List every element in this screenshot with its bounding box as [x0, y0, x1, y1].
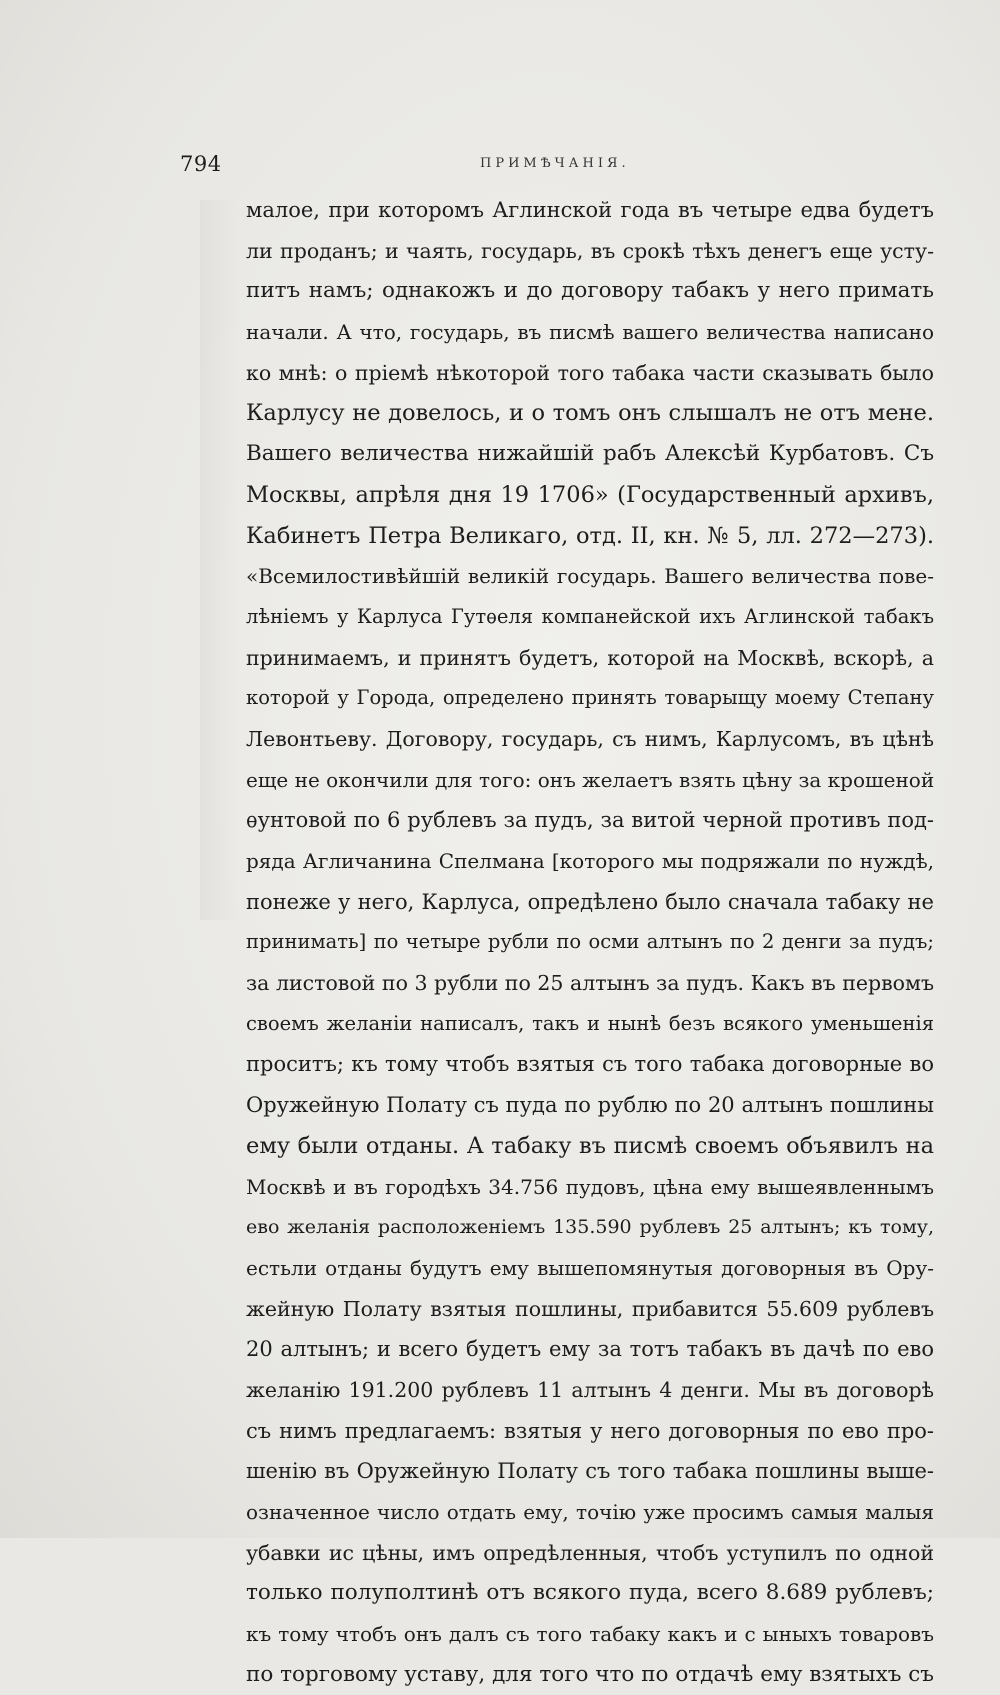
text-line: малое, при которомъ Аглинской года въ четыре едва будетъ	[246, 198, 934, 222]
show-through-shadow	[200, 200, 240, 920]
text-line: жейную Полату взятыя пошлины, прибавится 55.609 рублевъ	[246, 1296, 934, 1321]
text-line: принимаемъ, и принятъ будетъ, которой на Москвѣ, вскорѣ, а	[246, 645, 934, 670]
text-line: желанію 191.200 рублевъ 11 алтынъ 4 денги. Мы въ договорѣ	[246, 1377, 934, 1402]
text-line: шенію въ Оружейную Полату съ того табака пошлины выше-	[246, 1459, 934, 1484]
text-line: Карлусу не довелось, и о томъ онъ слышалъ не отъ мене.	[246, 400, 934, 427]
body-text	[246, 190, 934, 1695]
running-head-title: ПРИМѢЧАНІЯ.	[480, 156, 630, 171]
text-line: ему были отданы. А табаку въ писмѣ своемъ объявилъ на	[246, 1132, 934, 1159]
text-line: съ нимъ предлагаемъ: взятыя у него договорныя по ево про-	[246, 1418, 934, 1443]
text-line: питъ намъ; однакожъ и до договору табакъ у него примать	[246, 278, 934, 304]
text-line: ряда Агличанина Спелмана [которого мы подряжали по нуждѣ,	[246, 849, 934, 873]
text-line: естьли отданы будутъ ему вышепомянутыя договорныя въ Ору-	[246, 1255, 934, 1280]
page-number: 794	[180, 152, 222, 176]
text-line: Москвы, апрѣля дня 19 1706» (Государственный архивъ,	[246, 481, 934, 508]
running-head	[180, 152, 940, 182]
text-line: только полуполтинѣ отъ всякого пуда, всего 8.689 рублевъ;	[246, 1580, 934, 1606]
text-line: еще не окончили для того: онъ желаетъ взять цѣну за крошеной	[246, 767, 934, 792]
text-line: которой у Города, определено принять товарыщу моему Степану	[246, 686, 934, 710]
text-line: 20 алтынъ; и всего будетъ ему за тотъ табакъ въ дачѣ по ево	[246, 1337, 934, 1362]
text-line: Кабинетъ Петра Великаго, отд. II, кн. № 5, лл. 272—273).	[246, 522, 934, 549]
text-line: Москвѣ и въ городѣхъ 34.756 пудовъ, цѣна ему вышеявленнымъ	[246, 1174, 934, 1199]
text-line: Вашего величества нижайшій рабъ Алексѣй Курбатовъ. Съ	[246, 441, 934, 467]
text-line: проситъ; къ тому чтобъ взятыя съ того табака договорные во	[246, 1052, 934, 1077]
text-line: принимать] по четыре рубли по осми алтынъ по 2 денги за пудъ;	[246, 930, 934, 954]
text-line: ко мнѣ: о пріемѣ нѣкоторой того табака части сказывать было	[246, 360, 934, 385]
text-line: убавки ис цѣны, имъ опредѣленныя, чтобъ уступилъ по одной	[246, 1540, 934, 1565]
text-line: лѣніемъ у Карлуса Гутѳеля компанейской ихъ Аглинской табакъ	[246, 604, 934, 628]
text-line: «Всемилостивѣйшій великій государь. Вашего величества пове-	[246, 564, 934, 589]
text-line: Оружейную Полату съ пуда по рублю по 20 алтынъ пошлины	[246, 1093, 934, 1118]
text-line: ево желанія расположеніемъ 135.590 рублевъ 25 алтынъ; къ тому,	[246, 1216, 934, 1239]
text-line: начали. А что, государь, въ писмѣ вашего величества написано	[246, 320, 934, 345]
text-line: Левонтьеву. Договору, государь, съ нимъ, Карлусомъ, въ цѣнѣ	[246, 726, 934, 751]
text-line: по торговому уставу, для того что по отдачѣ ему взятыхъ съ	[246, 1661, 934, 1687]
text-line: къ тому чтобъ онъ далъ съ того табаку какъ и с ыныхъ товаровъ	[246, 1622, 934, 1647]
text-line: означенное число отдать ему, точію уже просимъ самыя малыя	[246, 1500, 934, 1524]
text-line: понеже у него, Карлуса, опредѣлено было сначала табаку не	[246, 889, 934, 914]
text-line: ѳунтовой по 6 рублевъ за пудъ, за витой черной противъ под-	[246, 808, 934, 833]
text-line: за листовой по 3 рубли по 25 алтынъ за пудъ. Какъ въ первомъ	[246, 971, 934, 996]
text-line: ли проданъ; и чаять, государь, въ срокѣ тѣхъ денегъ еще усту-	[246, 238, 934, 263]
text-line: своемъ желаніи написалъ, такъ и нынѣ безъ всякого уменьшенія	[246, 1011, 934, 1035]
